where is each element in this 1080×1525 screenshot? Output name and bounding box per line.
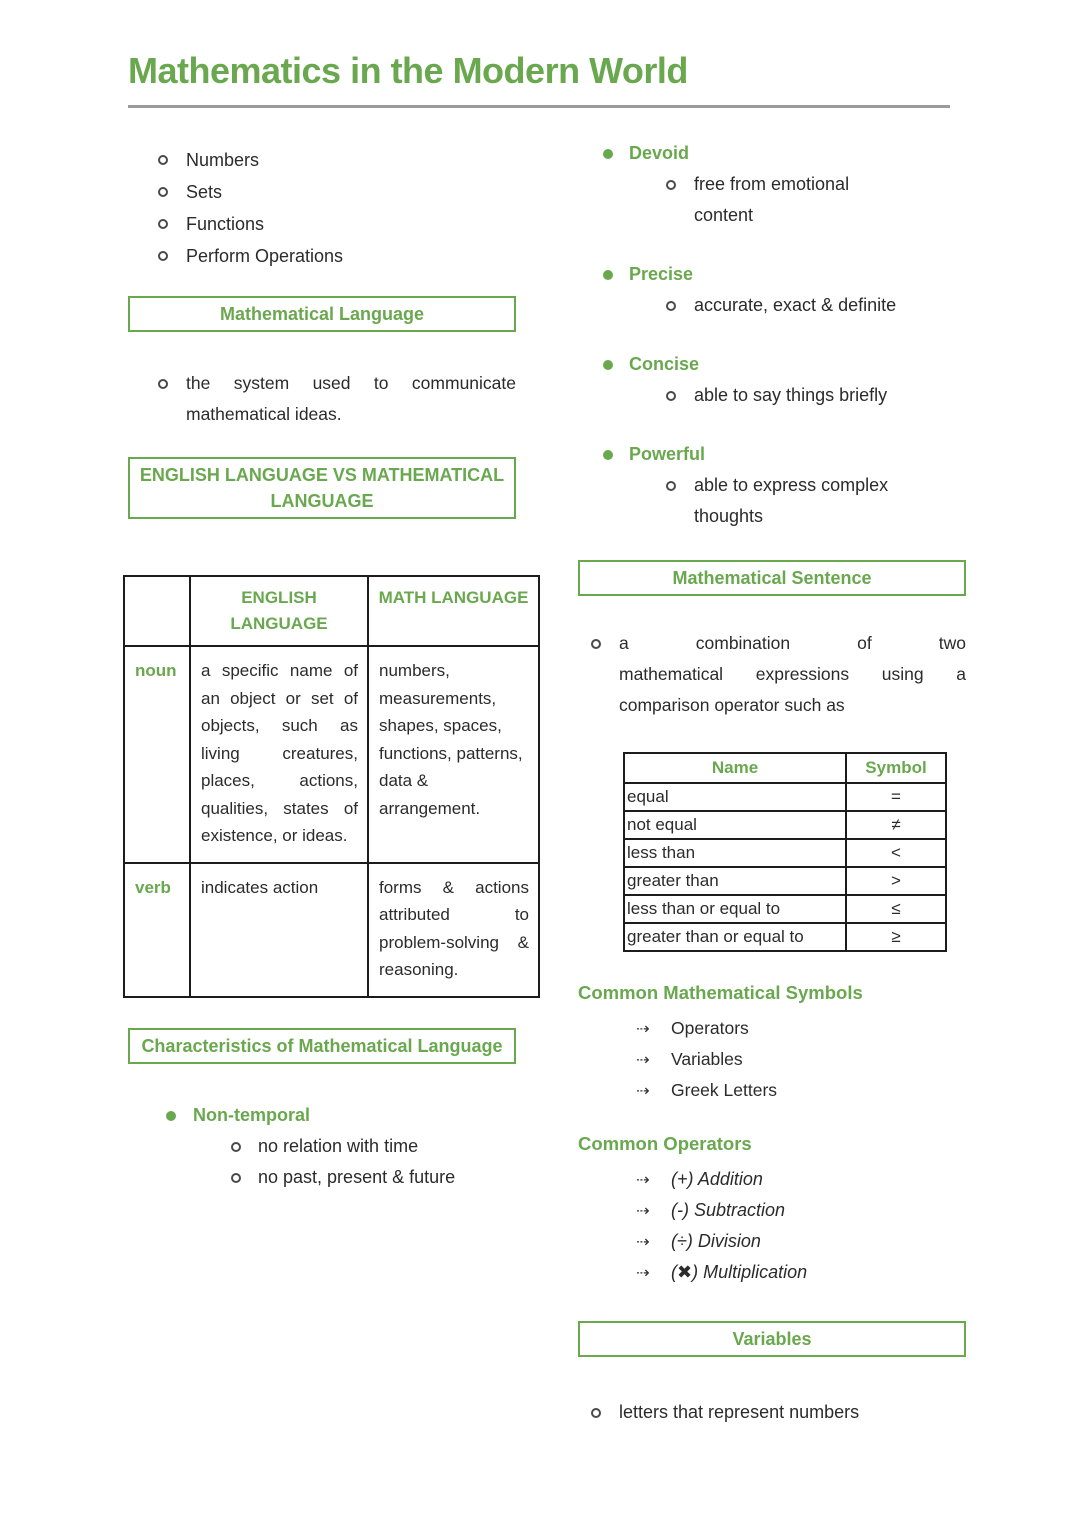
item-label: Variables bbox=[671, 1049, 743, 1069]
comparison-symbols-table bbox=[623, 752, 947, 952]
filled-bullet-icon bbox=[603, 349, 629, 370]
topic-label: Numbers bbox=[186, 150, 260, 170]
list-item bbox=[578, 1075, 966, 1106]
table-row bbox=[624, 895, 946, 923]
operator-label: (✖) Multiplication bbox=[671, 1262, 808, 1282]
circle-bullet-icon bbox=[591, 1397, 619, 1418]
definition-line: the system used to communicate bbox=[186, 373, 516, 393]
table-row bbox=[124, 646, 539, 863]
language-definition bbox=[128, 368, 516, 430]
circle-bullet-icon bbox=[158, 144, 186, 165]
list-item bbox=[128, 176, 516, 208]
symbol-name: less than bbox=[624, 839, 846, 867]
page-title: Mathematics in the Modern World bbox=[128, 50, 688, 91]
symbol-glyph: ≠ bbox=[846, 811, 946, 839]
common-operators-list bbox=[578, 1164, 966, 1288]
definition-line: a combination of two bbox=[619, 633, 966, 653]
math-cell: forms & actions attributed to problem-solving & reasoning. bbox=[368, 863, 539, 997]
table-row bbox=[624, 923, 946, 951]
table-row bbox=[124, 863, 539, 997]
table-row bbox=[624, 811, 946, 839]
common-symbols-heading: Common Mathematical Symbols bbox=[578, 982, 863, 1003]
math-cell: numbers, measurements, shapes, spaces, functions, patterns, data & arrangement. bbox=[368, 646, 539, 863]
detail-text: no relation with time bbox=[258, 1135, 419, 1156]
circle-bullet-icon bbox=[158, 176, 186, 197]
characteristic-term: Non-temporal bbox=[128, 1100, 516, 1131]
section-box-title: Characteristics of Mathematical Language bbox=[141, 1035, 503, 1056]
section-box-characteristics bbox=[128, 1028, 516, 1064]
symbol-name: not equal bbox=[624, 811, 846, 839]
circle-bullet-icon bbox=[158, 368, 186, 389]
list-item bbox=[128, 1162, 516, 1193]
circle-bullet-icon bbox=[231, 1162, 258, 1183]
table-row bbox=[624, 867, 946, 895]
definition-line: mathematical expressions using a bbox=[619, 664, 966, 684]
characteristic-group bbox=[578, 138, 966, 231]
list-item bbox=[128, 1131, 516, 1162]
topic-label: Sets bbox=[186, 182, 223, 202]
dashed-arrow-bullet-icon: ⇢ bbox=[636, 1232, 650, 1251]
dashed-arrow-bullet-icon: ⇢ bbox=[636, 1170, 650, 1189]
detail-text: able to say things briefly bbox=[694, 385, 888, 405]
table-row bbox=[624, 783, 946, 811]
symbol-name: greater than or equal to bbox=[624, 923, 846, 951]
symbol-name: less than or equal to bbox=[624, 895, 846, 923]
characteristic-group bbox=[578, 259, 966, 321]
filled-bullet-icon bbox=[166, 1100, 193, 1121]
section-box-title: Variables bbox=[732, 1329, 812, 1349]
section-box-mathematical-language bbox=[128, 296, 516, 332]
characteristic-details bbox=[578, 290, 966, 321]
two-column-layout bbox=[128, 138, 966, 1428]
characteristic-group bbox=[578, 349, 966, 411]
circle-bullet-icon bbox=[231, 1131, 258, 1152]
common-operators-heading: Common Operators bbox=[578, 1133, 752, 1154]
list-item bbox=[128, 240, 516, 272]
list-item bbox=[128, 144, 516, 176]
symbol-glyph: < bbox=[846, 839, 946, 867]
characteristic-details bbox=[578, 470, 966, 532]
detail-text: accurate, exact & definite bbox=[694, 295, 897, 315]
section-box-mathematical-sentence bbox=[578, 560, 966, 596]
column-header: MATH LANGUAGE bbox=[368, 576, 539, 646]
section-box-title: Mathematical Language bbox=[219, 304, 425, 324]
operator-label: (+) Addition bbox=[671, 1169, 763, 1189]
detail-text: free from emotional content bbox=[694, 174, 850, 225]
definition-line: mathematical ideas. bbox=[186, 404, 342, 424]
symbol-glyph: ≥ bbox=[846, 923, 946, 951]
detail-text: no past, present & future bbox=[258, 1166, 456, 1187]
topic-label: Functions bbox=[186, 214, 265, 234]
section-box-title: ENGLISH LANGUAGE VS MATHEMATICAL LANGUAGE bbox=[139, 465, 505, 511]
section-box-variables bbox=[578, 1321, 966, 1357]
dashed-arrow-bullet-icon: ⇢ bbox=[636, 1263, 650, 1282]
column-header: Name bbox=[624, 753, 846, 783]
circle-bullet-icon bbox=[591, 628, 619, 649]
list-item bbox=[578, 290, 966, 321]
common-symbols-list bbox=[578, 1013, 966, 1106]
characteristic-term: Devoid bbox=[578, 138, 966, 169]
characteristic-term: Concise bbox=[578, 349, 966, 380]
empty-header-cell bbox=[124, 576, 190, 646]
english-cell: a specific name of an object or set of objects, such as living creatures, places, actions, qualities, states of existence, or ideas. bbox=[190, 646, 368, 863]
characteristic-term: Powerful bbox=[578, 439, 966, 470]
table-header-row bbox=[124, 576, 539, 646]
column-header: ENGLISH LANGUAGE bbox=[190, 576, 368, 646]
characteristic-group bbox=[578, 439, 966, 532]
language-comparison-table bbox=[123, 575, 540, 998]
characteristic-group bbox=[128, 1100, 516, 1193]
definition-text bbox=[186, 368, 516, 430]
right-column bbox=[578, 138, 966, 1428]
list-item bbox=[578, 1257, 966, 1288]
filled-bullet-icon bbox=[603, 138, 629, 159]
characteristic-details bbox=[578, 169, 966, 231]
list-item bbox=[578, 380, 966, 411]
definition-text: letters that represent numbers bbox=[619, 1402, 860, 1422]
list-item bbox=[578, 1164, 966, 1195]
list-item bbox=[128, 208, 516, 240]
characteristic-details bbox=[578, 380, 966, 411]
title-divider bbox=[128, 105, 950, 108]
section-box-english-vs-math bbox=[128, 457, 516, 519]
definition-line: comparison operator such as bbox=[619, 695, 845, 715]
circle-bullet-icon bbox=[158, 208, 186, 229]
dashed-arrow-bullet-icon: ⇢ bbox=[636, 1050, 650, 1069]
operator-label: (-) Subtraction bbox=[671, 1200, 786, 1220]
section-box-title: Mathematical Sentence bbox=[672, 568, 872, 588]
list-item bbox=[578, 1044, 966, 1075]
list-item bbox=[578, 1013, 966, 1044]
column-header: Symbol bbox=[846, 753, 946, 783]
circle-bullet-icon bbox=[666, 169, 694, 190]
circle-bullet-icon bbox=[666, 290, 694, 311]
symbol-glyph: = bbox=[846, 783, 946, 811]
definition-text bbox=[619, 628, 966, 721]
table-row bbox=[624, 839, 946, 867]
circle-bullet-icon bbox=[158, 240, 186, 261]
table-header-row bbox=[624, 753, 946, 783]
filled-bullet-icon bbox=[603, 259, 629, 280]
operator-label: (÷) Division bbox=[671, 1231, 761, 1251]
row-label: verb bbox=[124, 863, 190, 997]
filled-bullet-icon bbox=[603, 439, 629, 460]
left-column bbox=[128, 138, 529, 1428]
list-item bbox=[578, 1195, 966, 1226]
symbol-name: equal bbox=[624, 783, 846, 811]
dashed-arrow-bullet-icon: ⇢ bbox=[636, 1081, 650, 1100]
sentence-definition bbox=[578, 628, 966, 721]
symbol-glyph: > bbox=[846, 867, 946, 895]
row-label: noun bbox=[124, 646, 190, 863]
characteristic-term: Precise bbox=[578, 259, 966, 290]
detail-text: able to express complex thoughts bbox=[694, 475, 889, 526]
list-item bbox=[578, 470, 966, 532]
symbol-name: greater than bbox=[624, 867, 846, 895]
characteristic-details bbox=[128, 1131, 516, 1193]
variables-definition bbox=[578, 1397, 966, 1428]
circle-bullet-icon bbox=[666, 380, 694, 401]
item-label: Operators bbox=[671, 1018, 749, 1038]
english-cell: indicates action bbox=[190, 863, 368, 997]
list-item bbox=[578, 1226, 966, 1257]
topics-list bbox=[128, 144, 516, 272]
list-item bbox=[578, 169, 966, 231]
dashed-arrow-bullet-icon: ⇢ bbox=[636, 1201, 650, 1220]
dashed-arrow-bullet-icon: ⇢ bbox=[636, 1019, 650, 1038]
item-label: Greek Letters bbox=[671, 1080, 778, 1100]
topic-label: Perform Operations bbox=[186, 246, 344, 266]
symbol-glyph: ≤ bbox=[846, 895, 946, 923]
circle-bullet-icon bbox=[666, 470, 694, 491]
